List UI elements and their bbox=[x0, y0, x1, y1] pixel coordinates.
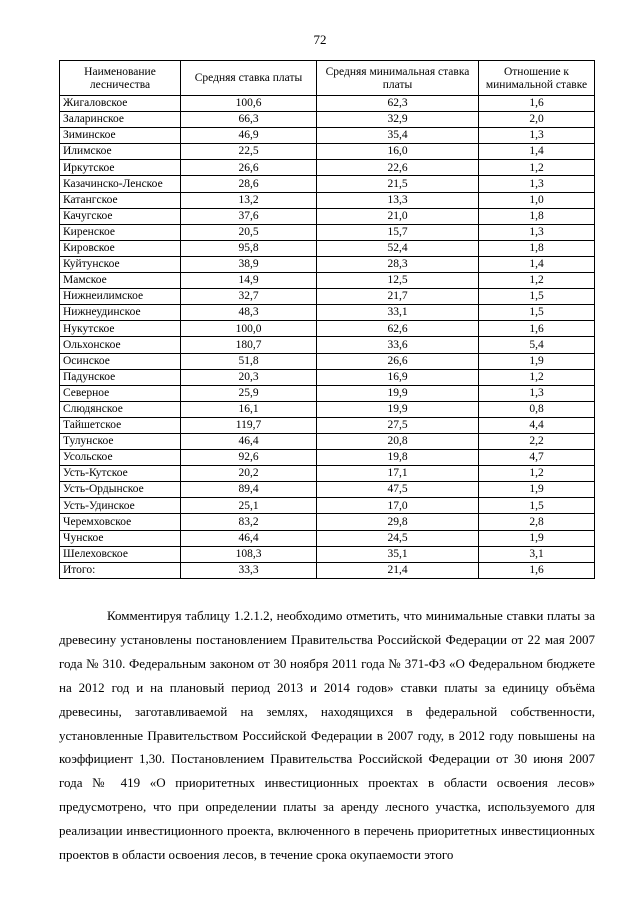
cell-forestry-name: Усть-Ордынское bbox=[60, 482, 181, 498]
cell-ratio: 1,6 bbox=[479, 321, 595, 337]
cell-ratio: 1,3 bbox=[479, 385, 595, 401]
cell-average-rate: 25,9 bbox=[181, 385, 317, 401]
cell-ratio: 1,3 bbox=[479, 128, 595, 144]
cell-average-rate: 66,3 bbox=[181, 112, 317, 128]
header-average-rate: Средняя ставка платы bbox=[181, 61, 317, 96]
cell-average-rate: 51,8 bbox=[181, 353, 317, 369]
cell-average-rate: 119,7 bbox=[181, 417, 317, 433]
cell-average-rate: 89,4 bbox=[181, 482, 317, 498]
cell-ratio: 1,9 bbox=[479, 482, 595, 498]
cell-average-min-rate: 35,4 bbox=[317, 128, 479, 144]
cell-forestry-name: Илимское bbox=[60, 144, 181, 160]
cell-average-min-rate: 62,6 bbox=[317, 321, 479, 337]
cell-average-rate: 28,6 bbox=[181, 176, 317, 192]
cell-ratio: 1,3 bbox=[479, 224, 595, 240]
table-row bbox=[60, 546, 595, 562]
cell-average-rate: 108,3 bbox=[181, 546, 317, 562]
cell-average-min-rate: 19,9 bbox=[317, 385, 479, 401]
cell-average-min-rate: 52,4 bbox=[317, 240, 479, 256]
table-row bbox=[60, 192, 595, 208]
cell-average-rate: 20,5 bbox=[181, 224, 317, 240]
table-row bbox=[60, 289, 595, 305]
cell-ratio: 2,2 bbox=[479, 433, 595, 449]
cell-average-rate: 92,6 bbox=[181, 450, 317, 466]
cell-average-min-rate: 28,3 bbox=[317, 256, 479, 272]
cell-ratio: 1,9 bbox=[479, 530, 595, 546]
cell-ratio: 1,6 bbox=[479, 562, 595, 578]
table-row bbox=[60, 240, 595, 256]
cell-average-min-rate: 29,8 bbox=[317, 514, 479, 530]
cell-ratio: 1,0 bbox=[479, 192, 595, 208]
cell-ratio: 1,4 bbox=[479, 256, 595, 272]
cell-average-rate: 22,5 bbox=[181, 144, 317, 160]
cell-average-rate: 13,2 bbox=[181, 192, 317, 208]
cell-forestry-name: Падунское bbox=[60, 369, 181, 385]
cell-ratio: 1,5 bbox=[479, 498, 595, 514]
cell-average-rate: 46,9 bbox=[181, 128, 317, 144]
cell-average-rate: 37,6 bbox=[181, 208, 317, 224]
cell-ratio: 1,2 bbox=[479, 466, 595, 482]
cell-average-rate: 38,9 bbox=[181, 256, 317, 272]
cell-forestry-name: Иркутское bbox=[60, 160, 181, 176]
table-row bbox=[60, 256, 595, 272]
table-row bbox=[60, 401, 595, 417]
cell-forestry-name: Усть-Удинское bbox=[60, 498, 181, 514]
cell-forestry-name: Итого: bbox=[60, 562, 181, 578]
cell-average-min-rate: 47,5 bbox=[317, 482, 479, 498]
header-average-min-rate: Средняя минимальная ставка платы bbox=[317, 61, 479, 96]
cell-average-min-rate: 21,0 bbox=[317, 208, 479, 224]
cell-average-rate: 25,1 bbox=[181, 498, 317, 514]
table-row bbox=[60, 160, 595, 176]
cell-forestry-name: Жигаловское bbox=[60, 96, 181, 112]
cell-ratio: 4,4 bbox=[479, 417, 595, 433]
table-row bbox=[60, 530, 595, 546]
table-row bbox=[60, 385, 595, 401]
cell-ratio: 1,8 bbox=[479, 208, 595, 224]
cell-average-min-rate: 21,4 bbox=[317, 562, 479, 578]
cell-forestry-name: Черемховское bbox=[60, 514, 181, 530]
cell-ratio: 0,8 bbox=[479, 401, 595, 417]
cell-forestry-name: Усольское bbox=[60, 450, 181, 466]
cell-average-rate: 20,2 bbox=[181, 466, 317, 482]
table-row bbox=[60, 273, 595, 289]
cell-forestry-name: Чунское bbox=[60, 530, 181, 546]
table-row bbox=[60, 128, 595, 144]
cell-forestry-name: Заларинское bbox=[60, 112, 181, 128]
table-row bbox=[60, 208, 595, 224]
table-row bbox=[60, 482, 595, 498]
cell-average-min-rate: 13,3 bbox=[317, 192, 479, 208]
table-row bbox=[60, 112, 595, 128]
cell-average-min-rate: 21,7 bbox=[317, 289, 479, 305]
cell-average-min-rate: 15,7 bbox=[317, 224, 479, 240]
cell-forestry-name: Качугское bbox=[60, 208, 181, 224]
table-row bbox=[60, 176, 595, 192]
cell-average-rate: 95,8 bbox=[181, 240, 317, 256]
page-number: 72 bbox=[313, 32, 327, 47]
cell-average-rate: 46,4 bbox=[181, 433, 317, 449]
cell-forestry-name: Зиминское bbox=[60, 128, 181, 144]
cell-average-rate: 20,3 bbox=[181, 369, 317, 385]
cell-average-rate: 100,6 bbox=[181, 96, 317, 112]
cell-average-min-rate: 33,1 bbox=[317, 305, 479, 321]
cell-average-min-rate: 16,0 bbox=[317, 144, 479, 160]
cell-average-rate: 26,6 bbox=[181, 160, 317, 176]
cell-forestry-name: Тайшетское bbox=[60, 417, 181, 433]
cell-ratio: 1,9 bbox=[479, 353, 595, 369]
cell-average-min-rate: 17,1 bbox=[317, 466, 479, 482]
table-row bbox=[60, 369, 595, 385]
table-row bbox=[60, 498, 595, 514]
cell-forestry-name: Нижнеудинское bbox=[60, 305, 181, 321]
cell-forestry-name: Северное bbox=[60, 385, 181, 401]
cell-ratio: 1,6 bbox=[479, 96, 595, 112]
commentary-paragraph: Комментируя таблицу 1.2.1.2, необходимо отметить, что минимальные ставки платы за древесину установлены постановлением Правительства Российской Федерации от 22 мая 2007 года № 310. Федеральным законом от 30 ноября 2011 года № 371-ФЗ «О Федеральном бюджете на 2012 год и на плановый период 2013 и 2014 годов» ставки платы за единицу объёма древесины, заготавливаемой на землях, находящихся в федеральной собственности, установленные Правительством Российской Федерации в 2007 году, в 2012 году повышены на коэффициент 1,30. Постановлением Правительства Российской Федерации от 30 июня 2007 года № 419 «О приоритетных инвестиционных проектах в области освоения лесов» предусмотрено, что при определении платы за аренду лесного участка, используемого для реализации инвестиционного проекта, включенного в перечень приоритетных инвестиционных проектов в области освоения лесов, в течение срока окупаемости этого bbox=[59, 608, 595, 863]
cell-average-min-rate: 26,6 bbox=[317, 353, 479, 369]
cell-forestry-name: Усть-Кутское bbox=[60, 466, 181, 482]
body-text bbox=[59, 604, 595, 867]
cell-average-min-rate: 20,8 bbox=[317, 433, 479, 449]
cell-forestry-name: Нижнеилимское bbox=[60, 289, 181, 305]
table-body bbox=[60, 96, 595, 579]
table-row bbox=[60, 450, 595, 466]
cell-ratio: 2,0 bbox=[479, 112, 595, 128]
cell-average-rate: 83,2 bbox=[181, 514, 317, 530]
cell-average-rate: 180,7 bbox=[181, 337, 317, 353]
cell-ratio: 1,2 bbox=[479, 160, 595, 176]
cell-average-min-rate: 32,9 bbox=[317, 112, 479, 128]
cell-ratio: 1,5 bbox=[479, 289, 595, 305]
cell-forestry-name: Казачинско-Ленское bbox=[60, 176, 181, 192]
cell-average-min-rate: 19,8 bbox=[317, 450, 479, 466]
cell-average-min-rate: 16,9 bbox=[317, 369, 479, 385]
cell-average-rate: 100,0 bbox=[181, 321, 317, 337]
cell-forestry-name: Мамское bbox=[60, 273, 181, 289]
cell-average-min-rate: 17,0 bbox=[317, 498, 479, 514]
table-header-row bbox=[60, 61, 595, 96]
table-row bbox=[60, 514, 595, 530]
header-forestry-name: Наименование лесничества bbox=[60, 61, 181, 96]
table-row bbox=[60, 321, 595, 337]
cell-ratio: 1,2 bbox=[479, 369, 595, 385]
table-row bbox=[60, 417, 595, 433]
cell-ratio: 1,2 bbox=[479, 273, 595, 289]
cell-ratio: 5,4 bbox=[479, 337, 595, 353]
cell-ratio: 1,5 bbox=[479, 305, 595, 321]
cell-average-rate: 32,7 bbox=[181, 289, 317, 305]
cell-average-rate: 46,4 bbox=[181, 530, 317, 546]
cell-forestry-name: Слюдянское bbox=[60, 401, 181, 417]
cell-forestry-name: Шелеховское bbox=[60, 546, 181, 562]
cell-average-min-rate: 12,5 bbox=[317, 273, 479, 289]
cell-ratio: 1,8 bbox=[479, 240, 595, 256]
cell-average-min-rate: 19,9 bbox=[317, 401, 479, 417]
table-row bbox=[60, 466, 595, 482]
cell-forestry-name: Катангское bbox=[60, 192, 181, 208]
table-row bbox=[60, 337, 595, 353]
cell-ratio: 2,8 bbox=[479, 514, 595, 530]
table-row bbox=[60, 144, 595, 160]
cell-forestry-name: Кировское bbox=[60, 240, 181, 256]
cell-forestry-name: Киренское bbox=[60, 224, 181, 240]
cell-ratio: 1,3 bbox=[479, 176, 595, 192]
cell-average-min-rate: 22,6 bbox=[317, 160, 479, 176]
table-row bbox=[60, 353, 595, 369]
cell-average-rate: 14,9 bbox=[181, 273, 317, 289]
cell-forestry-name: Осинское bbox=[60, 353, 181, 369]
table-row bbox=[60, 224, 595, 240]
cell-ratio: 1,4 bbox=[479, 144, 595, 160]
cell-average-rate: 48,3 bbox=[181, 305, 317, 321]
rates-table bbox=[59, 60, 595, 579]
cell-average-min-rate: 35,1 bbox=[317, 546, 479, 562]
cell-average-min-rate: 62,3 bbox=[317, 96, 479, 112]
table-total-row bbox=[60, 562, 595, 578]
table-row bbox=[60, 305, 595, 321]
cell-forestry-name: Тулунское bbox=[60, 433, 181, 449]
cell-forestry-name: Куйтунское bbox=[60, 256, 181, 272]
cell-average-rate: 33,3 bbox=[181, 562, 317, 578]
cell-average-min-rate: 24,5 bbox=[317, 530, 479, 546]
table-row bbox=[60, 96, 595, 112]
cell-average-rate: 16,1 bbox=[181, 401, 317, 417]
cell-average-min-rate: 27,5 bbox=[317, 417, 479, 433]
table-row bbox=[60, 433, 595, 449]
cell-forestry-name: Нукутское bbox=[60, 321, 181, 337]
cell-ratio: 4,7 bbox=[479, 450, 595, 466]
cell-average-min-rate: 33,6 bbox=[317, 337, 479, 353]
cell-ratio: 3,1 bbox=[479, 546, 595, 562]
cell-forestry-name: Ольхонское bbox=[60, 337, 181, 353]
header-ratio: Отношение к минимальной ставке bbox=[479, 61, 595, 96]
cell-average-min-rate: 21,5 bbox=[317, 176, 479, 192]
